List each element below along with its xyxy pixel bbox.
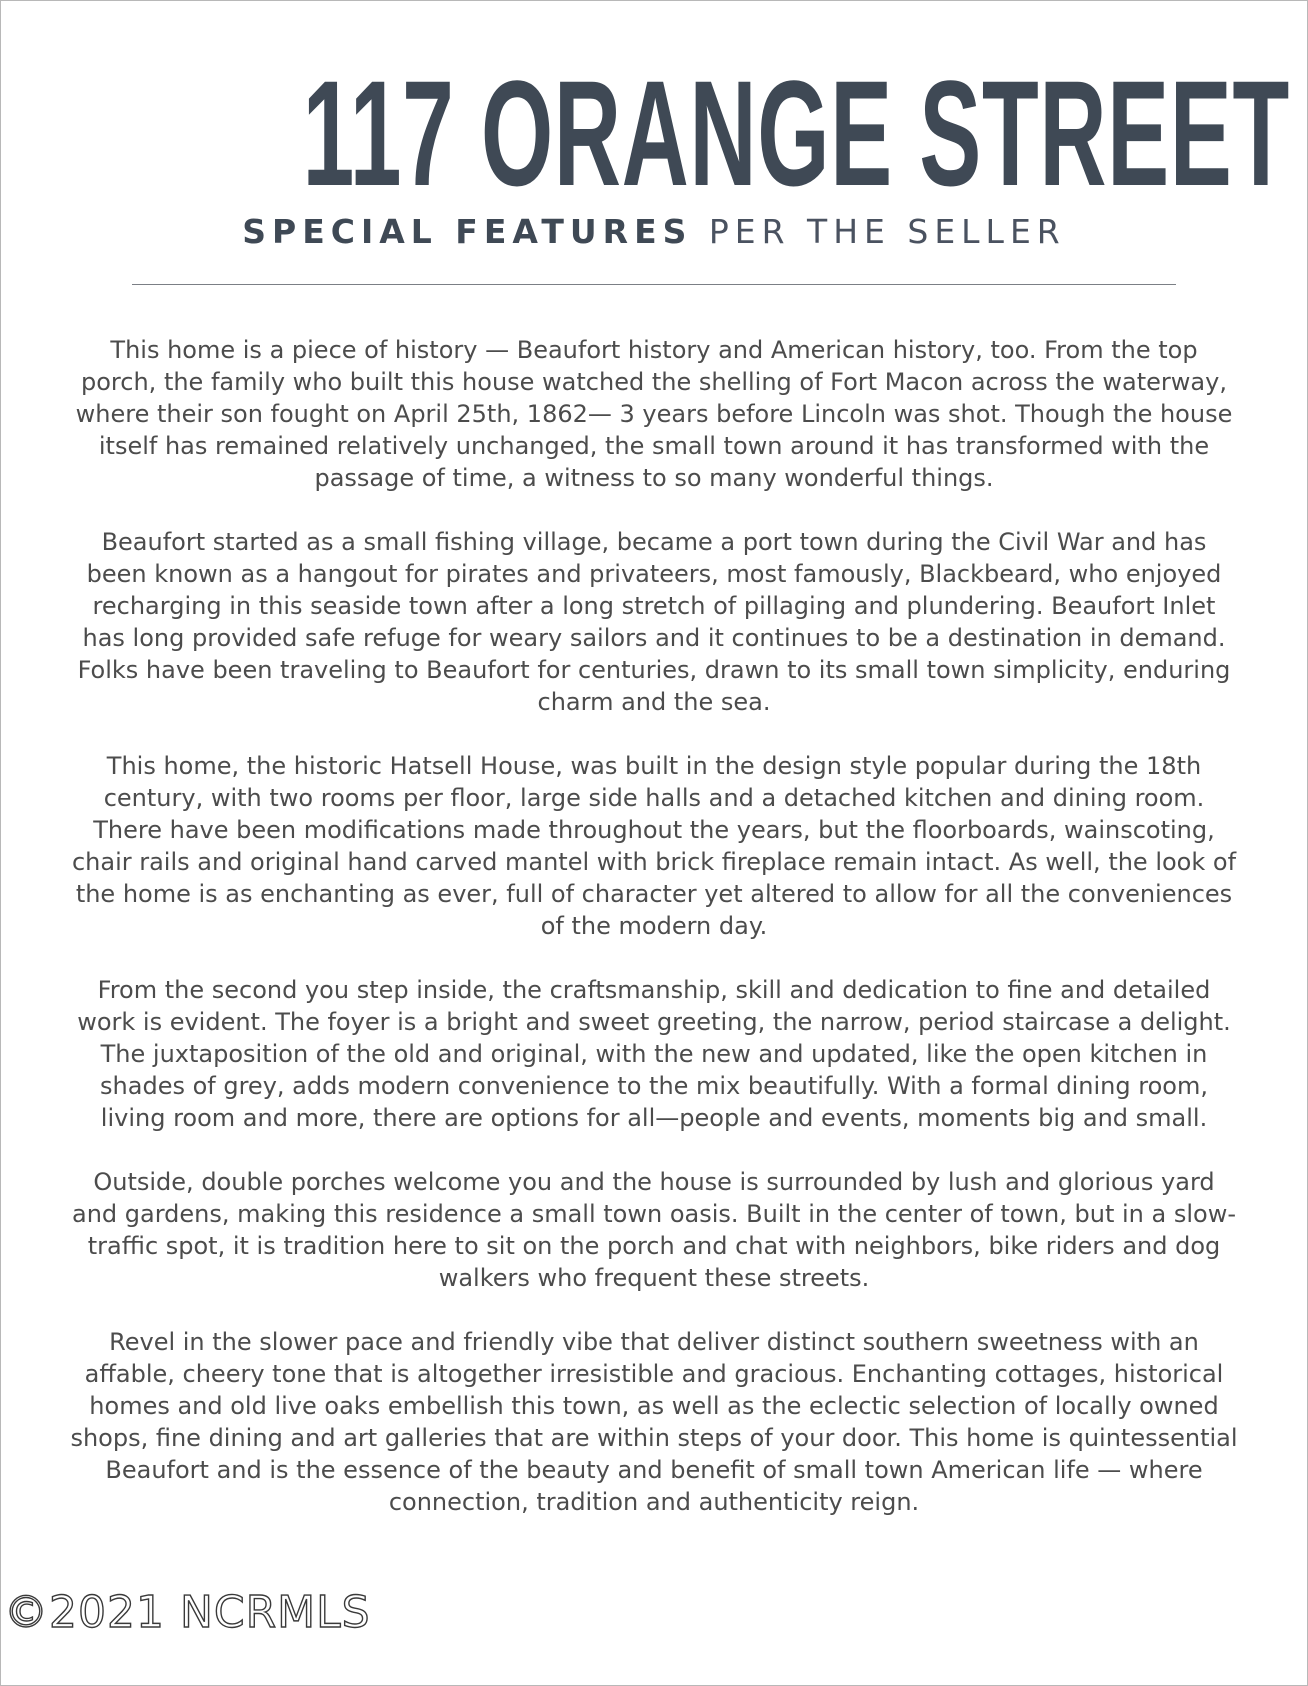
subtitle-light: PER THE SELLER (708, 212, 1066, 251)
copyright-watermark: ©2021 NCRMLS (4, 1587, 371, 1638)
divider (132, 284, 1176, 285)
feature-description (70, 334, 1238, 1550)
paragraph-outside: Outside, double porches welcome you and the house is surrounded by lush and glorious yard and gardens, making this residence a small town oasis. Built in the center of town, but in a slow-traffic spot, it is tradition here to sit on the porch and chat with neighbors, bike riders and dog walkers who frequent these streets. (72, 1168, 1236, 1292)
paragraph-history: This home is a piece of history — Beaufort history and American history, too. From the top porch, the family who built this house watched the shelling of Fort Macon across the waterway, where their son fought on April 25th, 1862— 3 years before Lincoln was shot. Though the house itself has remained relatively unchanged, the small town around it has transformed with the passage of time, a witness to so many wonderful things. (75, 336, 1233, 492)
subtitle-bold: SPECIAL FEATURES (242, 212, 693, 251)
paragraph-hatsell-house: This home, the historic Hatsell House, was built in the design style popular during the 18th century, with two rooms per floor, large side halls and a detached kitchen and dining room. There have been modifications made throughout the years, but the floorboards, wainscoting, chair rails and original hand carved mantel with brick fireplace remain intact. As well, the look of the home is as enchanting as ever, full of character yet altered to allow for all the conveniences of the modern day. (71, 752, 1237, 940)
paragraph-interior: From the second you step inside, the craftsmanship, skill and dedication to fine and detailed work is evident. The foyer is a bright and sweet greeting, the narrow, period staircase a delight. The juxtaposition of the old and original, with the new and updated, like the open kitchen in shades of grey, adds modern convenience to the mix beautifully. With a formal dining room, living room and more, there are options for all—people and events, moments big and small. (77, 976, 1231, 1132)
page-title-text: 117 ORANGE STREET (302, 49, 1290, 217)
paragraph-lifestyle: Revel in the slower pace and friendly vibe that deliver distinct southern sweetness with an affable, cheery tone that is altogether irresistible and gracious. Enchanting cottages, historical homes and old live oaks embellish this town, as well as the eclectic selection of locally owned shops, fine dining and art galleries that are within steps of your door. This home is quintessential Beaufort and is the essence of the beauty and benefit of small town American life — where connection, tradition and authenticity reign. (70, 1328, 1238, 1516)
paragraph-beaufort: Beaufort started as a small fishing village, became a port town during the Civil War and has been known as a hangout for pirates and privateers, most famously, Blackbeard, who enjoyed recharging in this seaside town after a long stretch of pillaging and plundering. Beaufort Inlet has long provided safe refuge for weary sailors and it continues to be a destination in demand. Folks have been traveling to Beaufort for centuries, drawn to its small town simplicity, enduring charm and the sea. (77, 528, 1231, 716)
page-title (0, 49, 1308, 217)
page-subtitle (0, 212, 1308, 252)
